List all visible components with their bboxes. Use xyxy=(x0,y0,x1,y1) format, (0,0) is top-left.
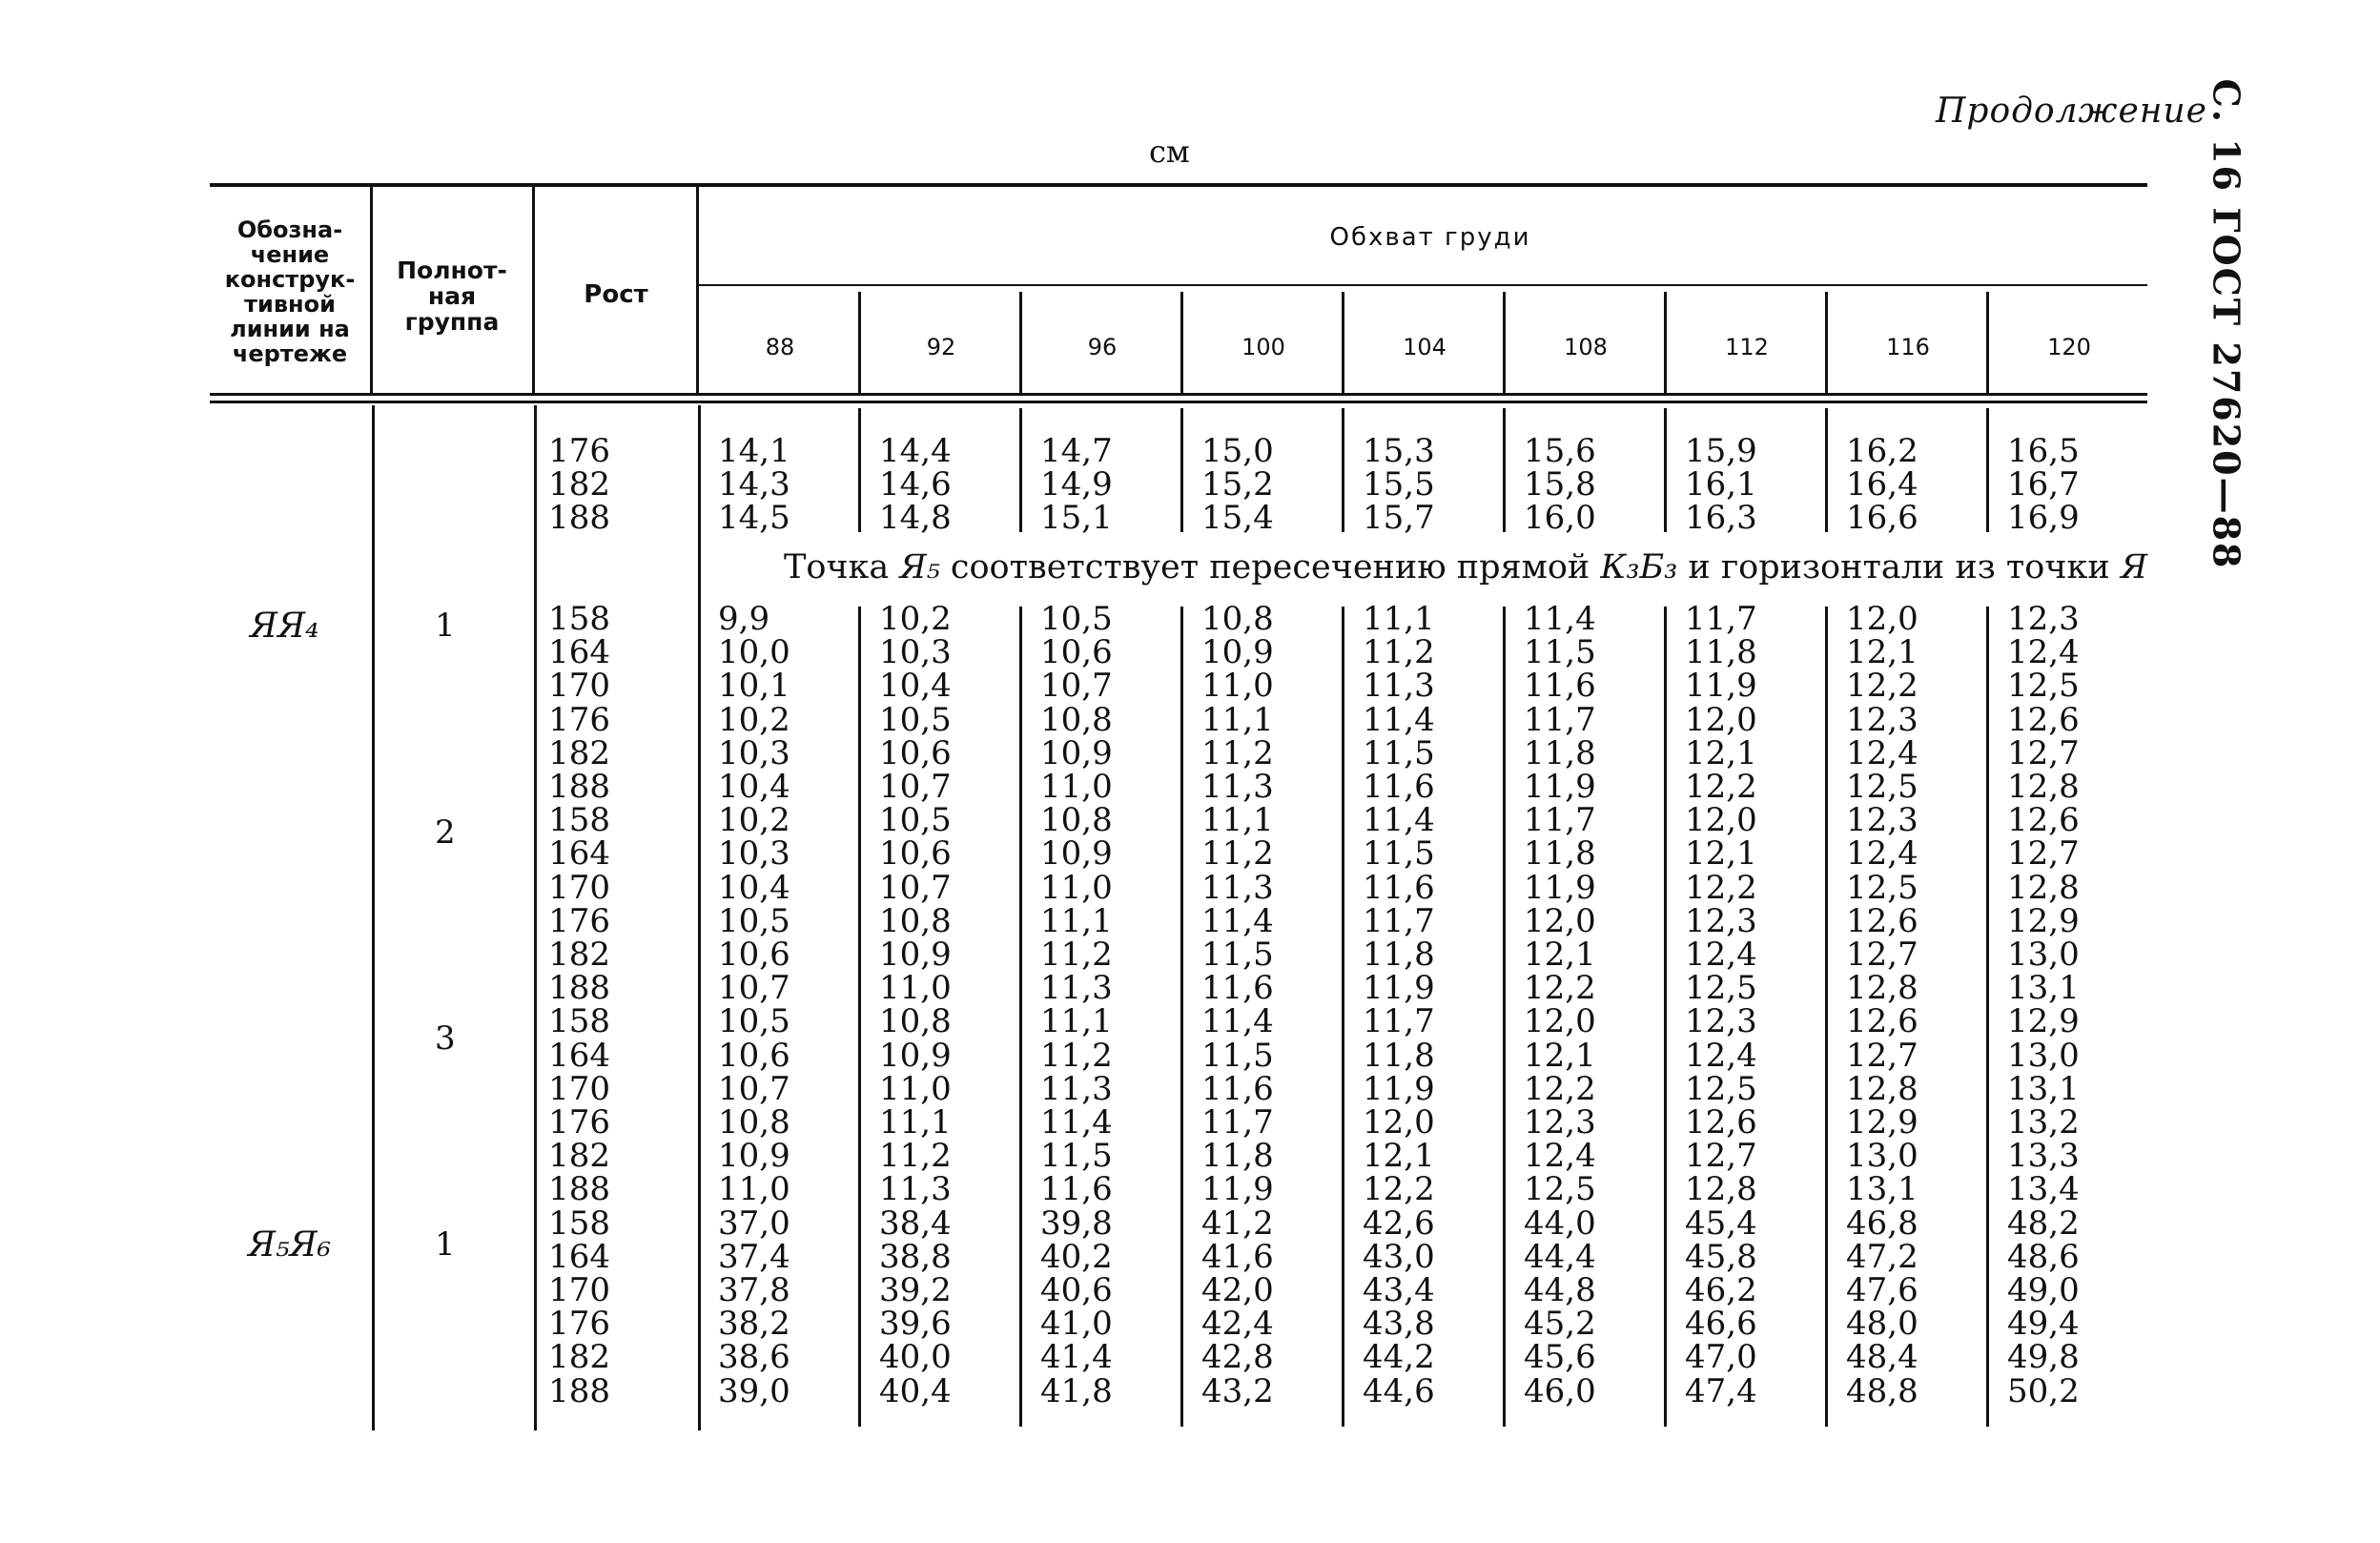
top-rost-column: 176 182 188 xyxy=(548,432,610,538)
main-value-column: 12,3 12,4 12,5 12,6 12,7 12,8 12,6 12,7 12,8 12,9 13,0 13,1 12,9 13,0 13,1 13,2 13,3 13,4 48,2 48,6 49,0 49,4 49,8 50,2 xyxy=(2007,600,2080,1410)
header-col-sep xyxy=(532,187,535,393)
header-value-sep xyxy=(1986,292,1989,393)
note-point: Я₅ xyxy=(899,548,940,586)
main-value-column: 10,2 10,3 10,4 10,5 10,6 10,7 10,5 10,6 10,7 10,8 10,9 11,0 10,8 10,9 11,0 11,1 11,2 11,3 38,4 38,8 39,2 39,6 40,0 40,4 xyxy=(879,600,952,1410)
body-value-sep xyxy=(1019,408,1022,532)
header-col-sep xyxy=(370,187,373,393)
table-top-rule xyxy=(210,183,2147,187)
header-value-sep xyxy=(1825,292,1828,393)
top-value-column: 15,6 15,8 16,0 xyxy=(1524,432,1596,538)
note-text: и горизонтали из точки xyxy=(1677,548,2121,586)
top-value-column: 14,7 14,9 15,1 xyxy=(1040,432,1113,538)
chest-header-rule xyxy=(699,284,2147,286)
body-value-sep xyxy=(1342,408,1344,532)
group-number: 2 xyxy=(435,813,456,852)
body-col-sep xyxy=(698,405,701,1430)
body-value-sep xyxy=(1825,607,1828,1427)
chest-girth-header: 120 xyxy=(2047,334,2091,360)
body-value-sep xyxy=(1342,607,1344,1427)
body-value-sep xyxy=(1664,607,1667,1427)
chest-girth-header: 116 xyxy=(1886,334,1930,360)
chest-girth-header: 88 xyxy=(765,334,795,360)
chest-girth-header: 104 xyxy=(1403,334,1446,360)
note-line: К₃Б₃ xyxy=(1600,548,1678,586)
body-value-sep xyxy=(1986,607,1989,1427)
top-value-column: 14,1 14,3 14,5 xyxy=(718,432,790,538)
body-value-sep xyxy=(1503,408,1506,532)
main-value-column: 11,1 11,2 11,3 11,4 11,5 11,6 11,4 11,5 11,6 11,7 11,8 11,9 11,7 11,8 11,9 12,0 12,1 12,2 42,6 43,0 43,4 43,8 44,2 44,6 xyxy=(1363,600,1435,1410)
note-row xyxy=(784,548,2147,586)
top-value-column: 15,9 16,1 16,3 xyxy=(1685,432,1757,538)
chest-girth-header: 92 xyxy=(926,334,956,360)
note-text: Точка xyxy=(784,548,900,586)
body-value-sep xyxy=(1825,408,1828,532)
header-bottom-rule-1 xyxy=(210,393,2147,396)
group-number: 1 xyxy=(435,1225,456,1264)
header-fullness-group: Полнот- ная группа xyxy=(397,257,507,336)
note-point: Я xyxy=(2120,548,2148,586)
main-value-column: 9,9 10,0 10,1 10,2 10,3 10,4 10,2 10,3 10,4 10,5 10,6 10,7 10,5 10,6 10,7 10,8 10,9 11,0 37,0 37,4 37,8 38,2 38,6 39,0 xyxy=(718,600,790,1410)
header-col-sep xyxy=(696,187,699,393)
body-value-sep xyxy=(1180,408,1183,532)
header-value-sep xyxy=(1342,292,1344,393)
header-value-sep xyxy=(1019,292,1022,393)
body-value-sep xyxy=(1503,607,1506,1427)
continuation-label: Продолжение xyxy=(1936,92,2207,131)
main-value-column: 12,0 12,1 12,2 12,3 12,4 12,5 12,3 12,4 12,5 12,6 12,7 12,8 12,6 12,7 12,8 12,9 13,0 13,1 46,8 47,2 47,6 48,0 48,4 48,8 xyxy=(1846,600,1918,1410)
group-number: 3 xyxy=(435,1019,456,1058)
body-value-sep xyxy=(1986,408,1989,532)
running-header xyxy=(2198,78,2255,570)
line-label: ЯЯ₄ xyxy=(250,607,319,646)
top-value-column: 16,5 16,7 16,9 xyxy=(2007,432,2080,538)
body-value-sep xyxy=(858,408,861,532)
chest-girth-header: 108 xyxy=(1564,334,1608,360)
chest-girth-header: 112 xyxy=(1725,334,1769,360)
body-value-sep xyxy=(1664,408,1667,532)
header-value-sep xyxy=(1664,292,1667,393)
main-value-column: 10,5 10,6 10,7 10,8 10,9 11,0 10,8 10,9 11,0 11,1 11,2 11,3 11,1 11,2 11,3 11,4 11,5 11,6 39,8 40,2 40,6 41,0 41,4 41,8 xyxy=(1040,600,1113,1410)
top-value-column: 16,2 16,4 16,6 xyxy=(1846,432,1918,538)
header-value-sep xyxy=(1180,292,1183,393)
main-rost-column: 158 164 170 176 182 188 158 164 170 176 182 188 158 164 170 176 182 188 158 164 170 176 182 188 xyxy=(548,600,610,1410)
header-chest-girth: Обхват груди xyxy=(1329,223,1531,252)
body-value-sep xyxy=(1180,607,1183,1427)
chest-girth-header: 100 xyxy=(1241,334,1285,360)
unit-label: см xyxy=(1149,134,1190,170)
top-value-column: 14,4 14,6 14,8 xyxy=(879,432,952,538)
top-value-column: 15,0 15,2 15,4 xyxy=(1201,432,1274,538)
main-value-column: 11,7 11,8 11,9 12,0 12,1 12,2 12,0 12,1 12,2 12,3 12,4 12,5 12,3 12,4 12,5 12,6 12,7 12,8 45,4 45,8 46,2 46,6 47,0 47,4 xyxy=(1685,600,1757,1410)
body-col-sep xyxy=(372,405,375,1430)
header-line-designation: Обозна- чение конструк- тивной линии на чертеже xyxy=(224,216,356,367)
line-label: Я₅Я₆ xyxy=(248,1225,332,1265)
group-number: 1 xyxy=(435,607,456,645)
note-text: соответствует пересечению прямой xyxy=(939,548,1601,586)
body-value-sep xyxy=(858,607,861,1427)
header-bottom-rule-2 xyxy=(210,401,2147,403)
header-height: Рост xyxy=(584,280,648,309)
header-value-sep xyxy=(858,292,861,393)
chest-girth-header: 96 xyxy=(1087,334,1118,360)
running-header-text: С. 16 ГОСТ 27620—88 xyxy=(2205,78,2248,570)
body-value-sep xyxy=(1019,607,1022,1427)
main-value-column: 11,4 11,5 11,6 11,7 11,8 11,9 11,7 11,8 11,9 12,0 12,1 12,2 12,0 12,1 12,2 12,3 12,4 12,5 44,0 44,4 44,8 45,2 45,6 46,0 xyxy=(1524,600,1596,1410)
top-value-column: 15,3 15,5 15,7 xyxy=(1363,432,1435,538)
main-value-column: 10,8 10,9 11,0 11,1 11,2 11,3 11,1 11,2 11,3 11,4 11,5 11,6 11,4 11,5 11,6 11,7 11,8 11,9 41,2 41,6 42,0 42,4 42,8 43,2 xyxy=(1201,600,1274,1410)
header-value-sep xyxy=(1503,292,1506,393)
